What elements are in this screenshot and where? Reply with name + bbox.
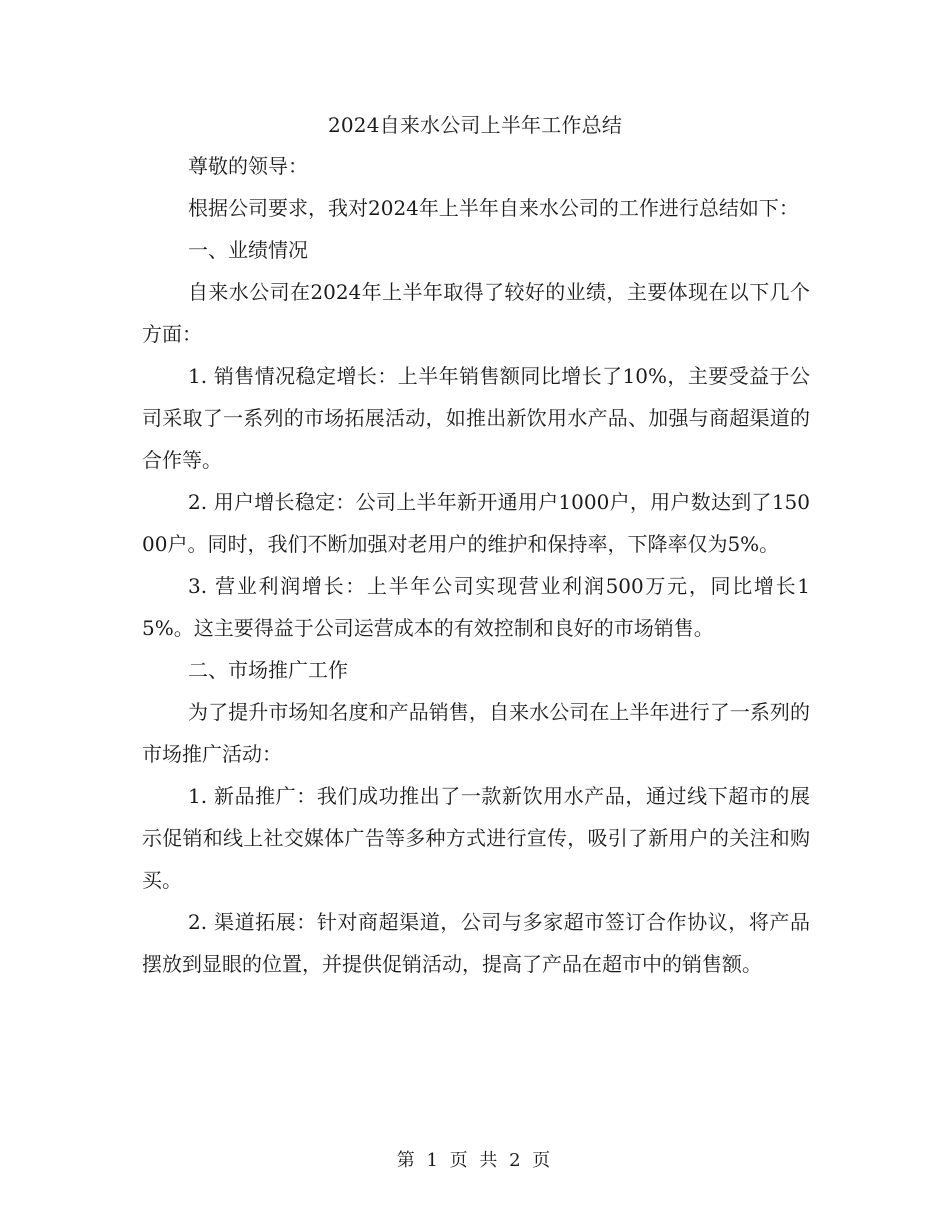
marketing-summary: 为了提升市场知名度和产品销售，自来水公司在上半年进行了一系列的市场推广活动： — [142, 700, 810, 766]
section-heading-marketing: 二、市场推广工作 — [188, 658, 348, 682]
marketing-item-channel: 2. 渠道拓展：针对商超渠道，公司与多家超市签订合作协议，将产品摆放到显眼的位置，并提供促销活动，提高了产品在超市中的销售额。 — [142, 910, 810, 976]
performance-summary: 自来水公司在2024年上半年取得了较好的业绩，主要体现在以下几个方面： — [142, 280, 810, 346]
intro-paragraph: 根据公司要求，我对2024年上半年自来水公司的工作进行总结如下： — [188, 196, 799, 220]
document-title: 2024自来水公司上半年工作总结 — [327, 113, 623, 137]
marketing-item-new-product: 1. 新品推广：我们成功推出了一款新饮用水产品，通过线下超市的展示促销和线上社交媒体广告等多种方式进行宣传，吸引了新用户的关注和购买。 — [142, 784, 810, 892]
document-body — [142, 145, 810, 985]
salutation: 尊敬的领导： — [188, 154, 308, 178]
performance-item-profit: 3. 营业利润增长：上半年公司实现营业利润500万元，同比增长15%。这主要得益于公司运营成本的有效控制和良好的市场销售。 — [142, 574, 810, 640]
performance-item-users: 2. 用户增长稳定：公司上半年新开通用户1000户，用户数达到了15000户。同时，我们不断加强对老用户的维护和保持率，下降率仅为5%。 — [142, 490, 810, 556]
section-heading-performance: 一、业绩情况 — [188, 238, 308, 262]
page-footer: 第 1 页 共 2 页 — [396, 1150, 554, 1171]
performance-item-sales: 1. 销售情况稳定增长：上半年销售额同比增长了10%，主要受益于公司采取了一系列的市场拓展活动，如推出新饮用水产品、加强与商超渠道的合作等。 — [142, 364, 810, 472]
